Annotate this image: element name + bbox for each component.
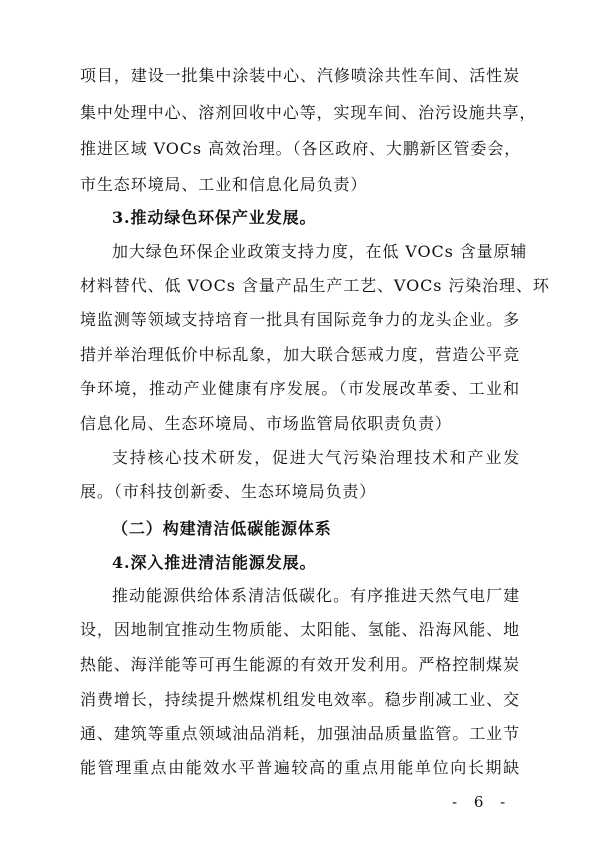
body-text-line: 境监测等领域支持培育一批具有国际竞争力的龙头企业。多: [80, 310, 520, 329]
body-text-line: 能管理重点由能效水平普遍较高的重点用能单位向长期缺: [80, 758, 520, 777]
body-text-line: 材料替代、低 VOCs 含量产品生产工艺、VOCs 污染治理、环: [80, 276, 550, 295]
section-heading-3: 3.推动绿色环保产业发展。: [112, 208, 317, 227]
body-text-line: 措并举治理低价中标乱象，加大联合惩戒力度，营造公平竞: [80, 345, 520, 364]
body-text-line: 项目，建设一批集中涂装中心、汽修喷涂共性车间、活性炭: [80, 66, 520, 85]
section-heading-4: 4.深入推进清洁能源发展。: [112, 553, 317, 572]
body-text-line: 设，因地制宜推动生物质能、太阳能、氢能、沿海风能、地: [80, 620, 520, 639]
page-number: - 6 -: [452, 793, 512, 811]
body-text-line: 展。（市科技创新委、生态环境局负责）: [80, 482, 377, 501]
body-text-line: 市生态环境局、工业和信息化局负责）: [80, 175, 368, 194]
body-text-line: 支持核心技术研发，促进大气污染治理技术和产业发: [112, 448, 520, 467]
body-text-line: 加大绿色环保企业政策支持力度，在低 VOCs 含量原辅: [112, 242, 528, 261]
body-text-line: 集中处理中心、溶剂回收中心等，实现车间、治污设施共享，: [80, 103, 537, 122]
body-text-line: 消费增长，持续提升燃煤机组发电效率。稳步削减工业、交: [80, 690, 520, 709]
body-text-line: 通、建筑等重点领域油品消耗，加强油品质量监管。工业节: [80, 724, 520, 743]
body-text-line: 热能、海洋能等可再生能源的有效开发利用。严格控制煤炭: [80, 655, 520, 674]
body-text-line: 推进区域 VOCs 高效治理。（各区政府、大鹏新区管委会，: [80, 139, 522, 158]
section-heading-2: （二）构建清洁低碳能源体系: [112, 519, 332, 538]
body-text-line: 推动能源供给体系清洁低碳化。有序推进天然气电厂建: [112, 586, 520, 605]
body-text-line: 信息化局、生态环境局、市场监管局依职责负责）: [80, 414, 452, 433]
body-text-line: 争环境，推动产业健康有序发展。（市发展改革委、工业和: [80, 379, 520, 398]
